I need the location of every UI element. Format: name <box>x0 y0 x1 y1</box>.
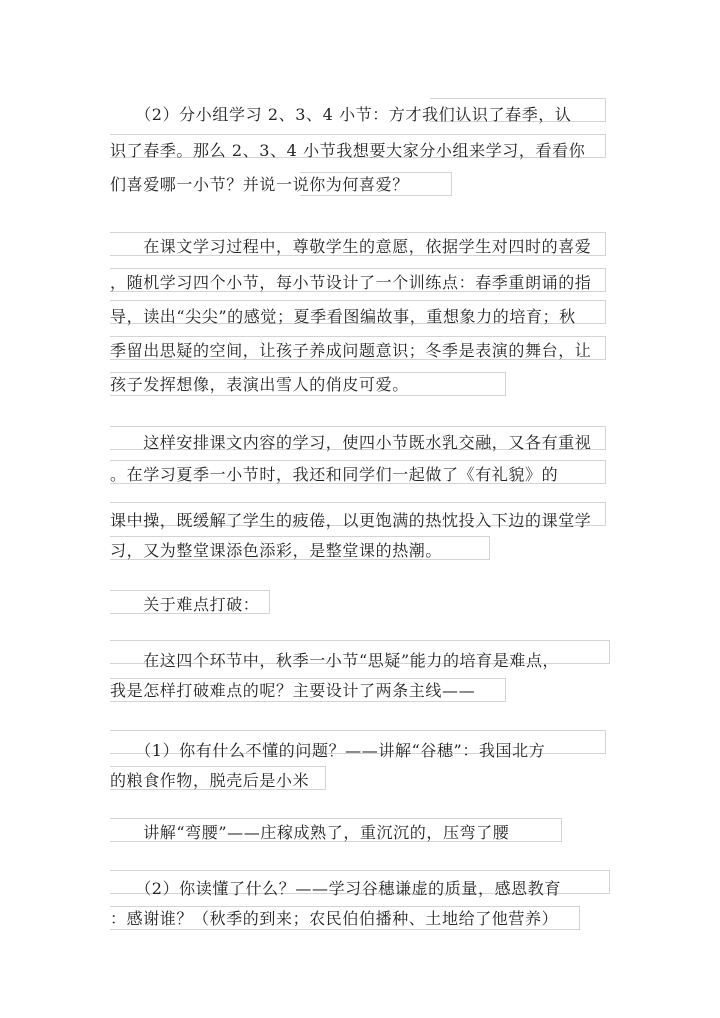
paragraph-line: 季留出思疑的空间，让孩子养成问题意识；冬季是表演的舞台，让 <box>110 341 592 360</box>
section-heading: 关于难点打破： <box>110 595 260 614</box>
paragraph-line: 导，读出“尖尖”的感觉；夏季看图编故事，重想象力的培育；秋 <box>110 307 576 326</box>
paragraph-line: 的粮食作物，脱壳后是小米 <box>110 771 310 790</box>
paragraph-line: （1）你有什么不懂的问题？——讲解“谷穗”：我国北方 <box>110 741 546 760</box>
paragraph-line: 。在学习夏季一小节时，我还和同学们一起做了《有礼貌》的 <box>110 465 559 484</box>
paragraph-line: 在这四个环节中，秋季一小节“思疑”能力的培育是难点， <box>110 651 560 670</box>
paragraph-line: （2）分小组学习 2、3、4 小节：方才我们认识了春季，认 <box>110 105 572 124</box>
paragraph-line: 这样安排课文内容的学习，使四小节既水乳交融，又各有重视 <box>110 433 592 452</box>
paragraph-line: 在课文学习过程中，尊敬学生的意愿，依据学生对四时的喜爱 <box>110 237 592 256</box>
paragraph-line: ：感谢谁？（秋季的到来；农民伯伯播种、土地给了他营养） <box>110 909 559 928</box>
paragraph-line: 识了春季。那么 2、3、4 小节我想要大家分小组来学习，看看你 <box>110 141 586 160</box>
paragraph-line: 讲解“弯腰”——庄稼成熟了，重沉沉的，压弯了腰 <box>110 823 510 842</box>
paragraph-line: 习，又为整堂课添色添彩，是整堂课的热潮。 <box>110 541 443 560</box>
paragraph-line: ，随机学习四个小节，每小节设计了一个训练点：春季重朗诵的指 <box>110 273 592 292</box>
paragraph-line: 我是怎样打破难点的呢？主要设计了两条主线—— <box>110 681 476 700</box>
paragraph-line: 们喜爱哪一小节？并说一说你为何喜爱？ <box>110 175 409 194</box>
paragraph-line: 课中操，既缓解了学生的疲倦，以更饱满的热忱投入下边的课堂学 <box>110 511 592 530</box>
paragraph-line: （2）你读懂了什么？——学习谷穗谦虚的质量，感恩教育 <box>110 879 561 898</box>
paragraph-line: 孩子发挥想像，表演出雪人的俏皮可爱。 <box>110 375 409 394</box>
